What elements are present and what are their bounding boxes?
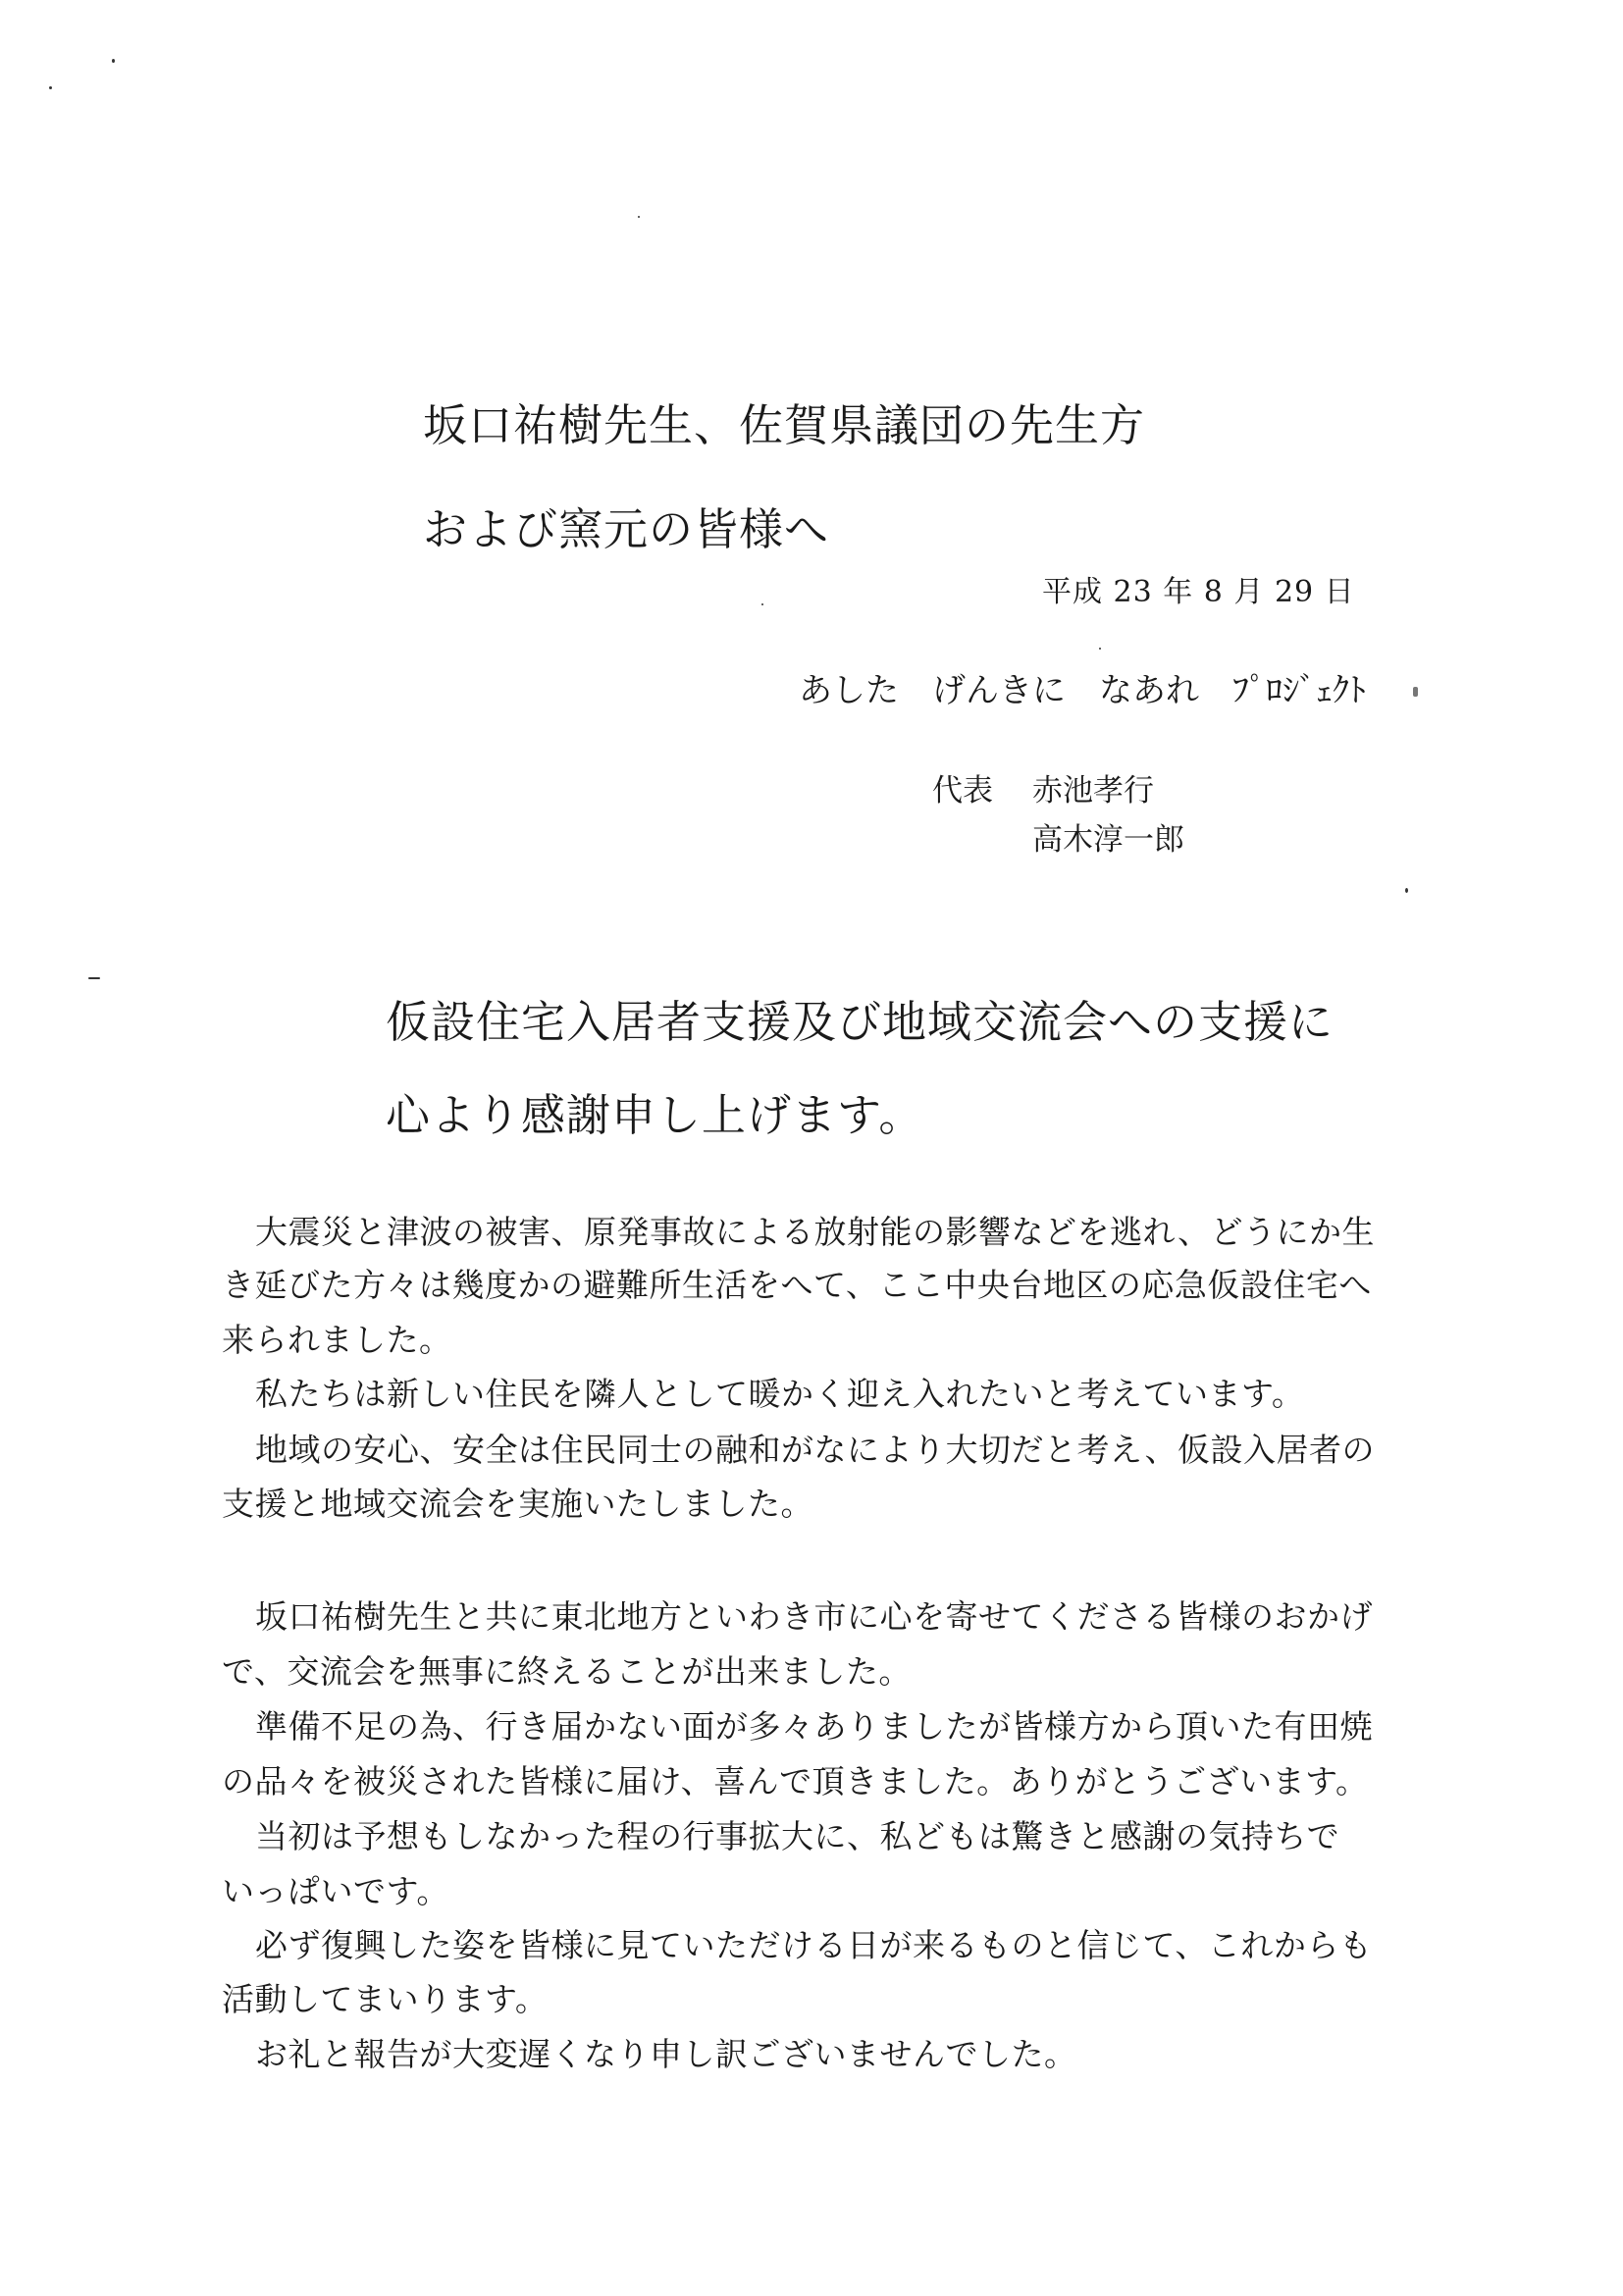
body-line: 私たちは新しい住民を隣人として暖かく迎え入れたいと考えています。 <box>255 1375 1305 1413</box>
scan-speck <box>1413 687 1418 697</box>
representative-name-2: 高木淳一郎 <box>1032 822 1184 858</box>
representative-label: 代表 <box>932 773 993 809</box>
body-line: お礼と報告が大変遅くなり申し訳ございませんでした。 <box>255 2035 1077 2073</box>
addressee-line-2: および窯元の皆様へ <box>423 503 830 555</box>
body-line: 大震災と津波の被害、原発事故による放射能の影響などを逃れ、どうにか生 <box>255 1213 1375 1251</box>
letter-date: 平成 23 年 8 月 29 日 <box>1042 575 1355 609</box>
body-line: 来られました。 <box>222 1321 452 1359</box>
scan-speck <box>1405 888 1408 893</box>
scan-speck <box>112 59 115 63</box>
scan-speck <box>638 216 640 218</box>
body-line: 必ず復興した姿を皆様に見ていただける日が来るものと信じて、これからも <box>255 1926 1373 1964</box>
body-line: 支援と地域交流会を実施いたしました。 <box>222 1485 813 1523</box>
body-line: 地域の安心、安全は住民同士の融和がなにより大切だと考え、仮設入居者の <box>255 1431 1375 1469</box>
thanks-heading-line-1: 仮設住宅入居者支援及び地域交流会への支援に <box>386 996 1335 1048</box>
scan-speck <box>88 977 100 979</box>
scan-speck <box>49 86 52 89</box>
body-line: 準備不足の為、行き届かない面が多々ありましたが皆様方から頂いた有田焼 <box>255 1707 1373 1746</box>
body-line: いっぱいです。 <box>222 1872 449 1910</box>
body-line: の品々を被災された皆様に届け、喜んで頂きました。ありがとうございます。 <box>222 1762 1369 1800</box>
body-line: 当初は予想もしなかった程の行事拡大に、私どもは驚きと感謝の気持ちで <box>255 1817 1340 1855</box>
body-line: で、交流会を無事に終えることが出来ました。 <box>222 1652 912 1691</box>
body-line: 活動してまいります。 <box>222 1980 549 2018</box>
organization-name: あした げんきに なあれ ﾌﾟﾛｼﾞｪｸﾄ <box>799 671 1366 710</box>
scan-speck <box>1099 648 1101 650</box>
body-line: き延びた方々は幾度かの避難所生活をへて、ここ中央台地区の応急仮設住宅へ <box>222 1266 1372 1304</box>
thanks-heading-line-2: 心より感謝申し上げます。 <box>386 1089 924 1141</box>
scan-speck <box>761 603 763 605</box>
representative-name-1: 赤池孝行 <box>1032 773 1154 809</box>
body-line: 坂口祐樹先生と共に東北地方といわき市に心を寄せてくださる皆様のおかげ <box>255 1597 1373 1636</box>
addressee-line-1: 坂口祐樹先生、佐賀県議団の先生方 <box>423 399 1146 451</box>
